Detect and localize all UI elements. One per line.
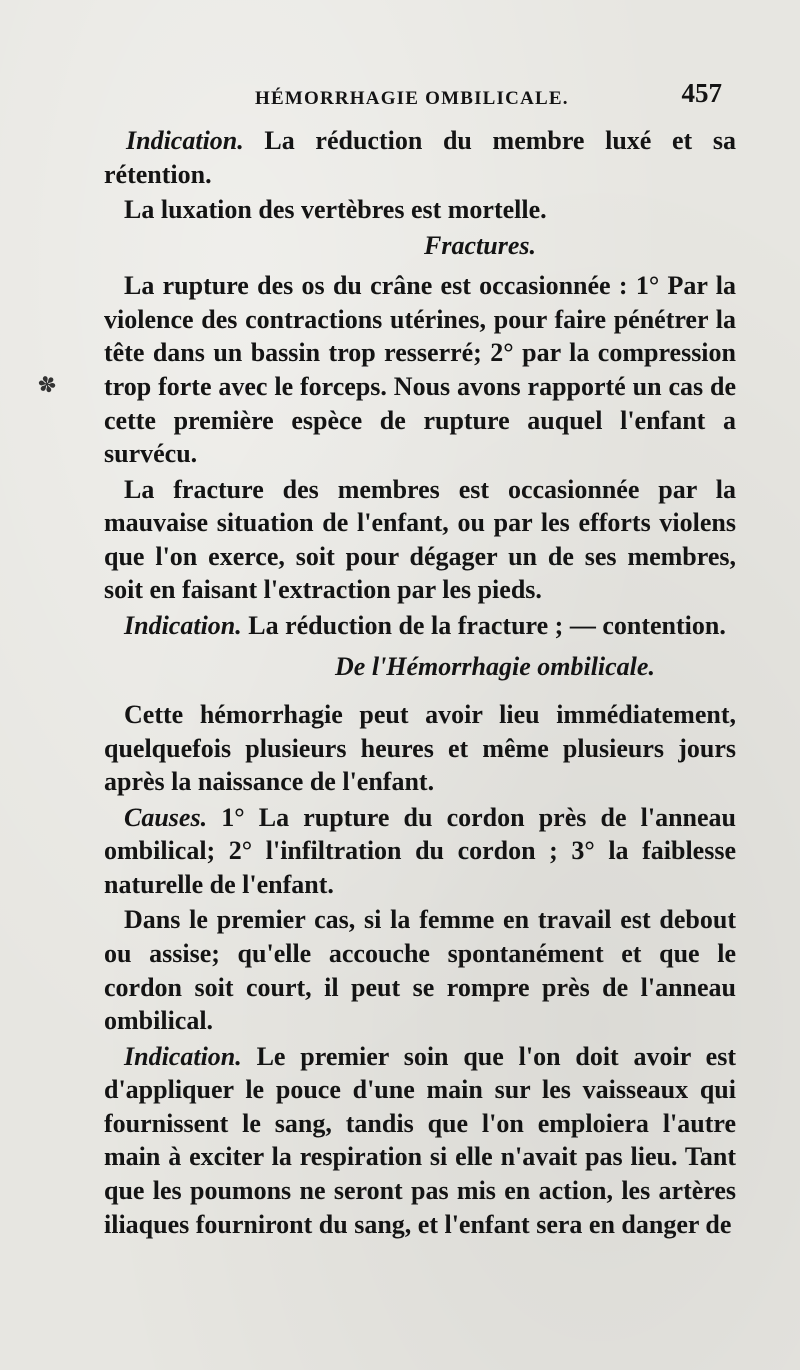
paragraph-fracture-membres: La fracture des membres est occasionnée par la mauvaise situation de l'enfant, ou par les efforts violens que l'on exerce, soit pour dégager un de ses membres, soit en faisant l'extraction par les pieds.	[104, 474, 736, 605]
paragraph-text: La réduction de la fracture ; — contention.	[241, 610, 726, 640]
paragraph-luxation-vertebres: La luxation des vertèbres est mortelle.	[124, 195, 547, 225]
section-heading-hemorrhagie: De l'Hémorrhagie ombilicale.	[335, 652, 655, 682]
paragraph-lead: Indication.	[124, 610, 242, 640]
paragraph-lead: Indication.	[126, 126, 244, 155]
ink-smudge-icon: ✽	[34, 369, 60, 400]
paragraph-causes	[104, 801, 736, 902]
page-body	[104, 124, 736, 1243]
paragraph-lead: Causes.	[124, 802, 208, 832]
paragraph-premier-cas: Dans le premier cas, si la femme en travail est debout ou assise; qu'elle accouche spontanément et que le cordon soit court, il peut se rompre près de l'anneau ombilical.	[104, 905, 736, 1036]
paragraph-text: La réduction du membre luxé et sa rétention.	[104, 126, 736, 189]
page-header	[0, 78, 800, 118]
paragraph-lead: Indication.	[124, 1041, 242, 1071]
paragraph-text: 1° La rupture du cordon près de l'anneau ombilical; 2° l'infiltration du cordon ; 3° la faiblesse naturelle de l'enfant.	[104, 802, 736, 899]
paragraph-indication-luxation	[104, 124, 736, 191]
paragraph-indication-fracture	[104, 609, 736, 643]
running-title: HÉMORRHAGIE OMBILICALE.	[255, 88, 569, 109]
page-number: 457	[681, 78, 722, 108]
paragraph-hemorrhagie: Cette hémorrhagie peut avoir lieu immédiatement, quelquefois plusieurs heures et même plusieurs jours après la naissance de l'enfant.	[104, 700, 736, 797]
paragraph-rupture-crane: La rupture des os du crâne est occasionnée : 1° Par la violence des contractions utérines, pour faire pénétrer la tête dans un bassin trop resserré; 2° par la compression trop forte avec le forceps. Nous avons rapporté un cas de cette première espèce de rupture auquel l'enfant a survécu.	[104, 271, 736, 469]
paragraph-indication-soin	[104, 1040, 736, 1242]
section-heading-fractures: Fractures.	[424, 230, 536, 260]
paragraph-text: Le premier soin que l'on doit avoir est d'appliquer le pouce d'une main sur les vaisseaux qui fournissent le sang, tandis que l'on emploiera l'autre main à exciter la respiration si elle n'avait pas lieu. Tant que les poumons ne seront pas mis en action, les artères iliaques fourniront du sang, et l'enfant sera en danger de	[104, 1041, 736, 1239]
